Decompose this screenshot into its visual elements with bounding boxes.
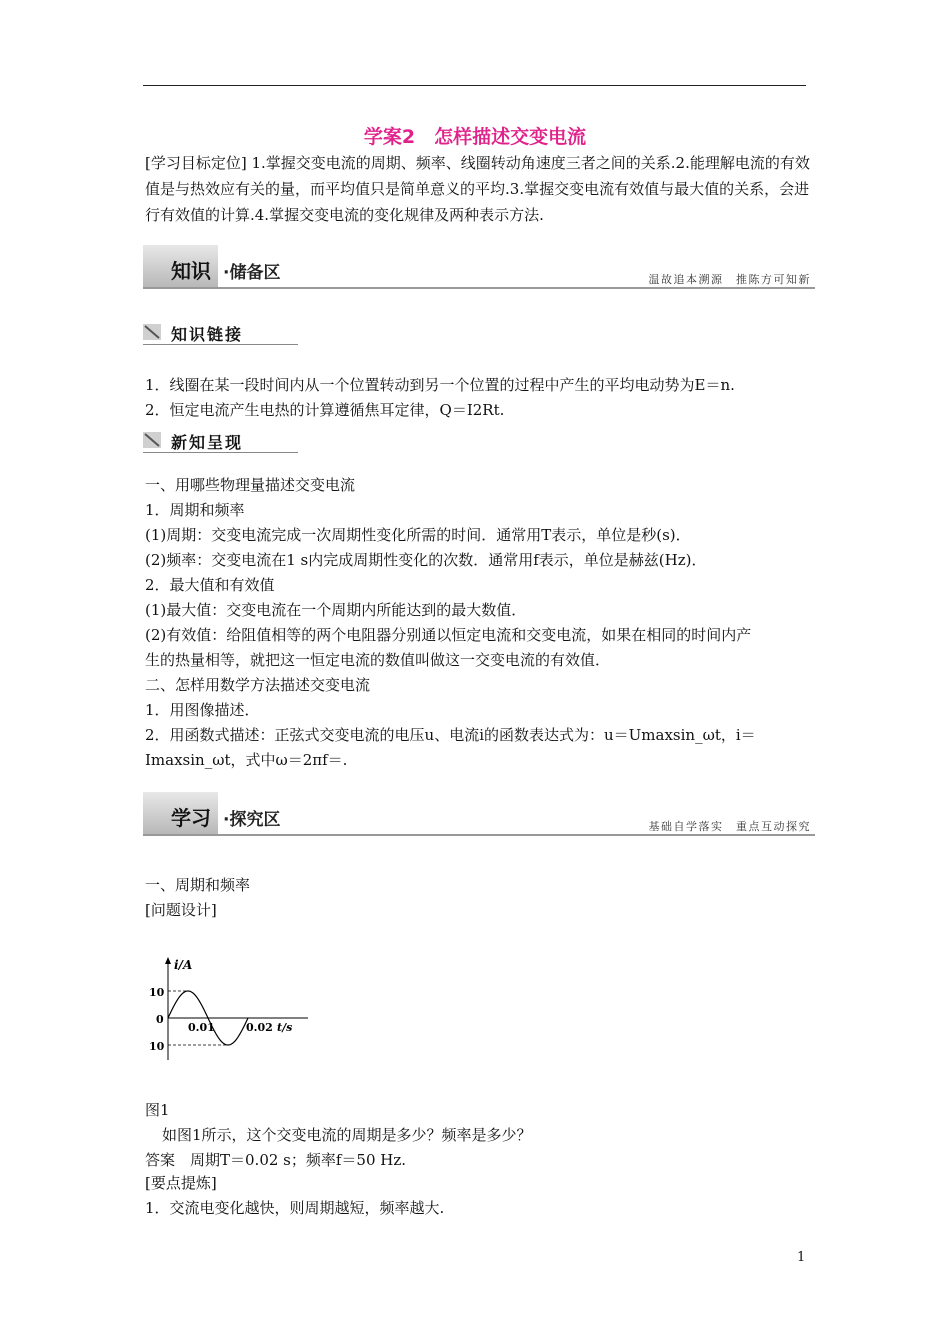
learning-objectives: [学习目标定位] 1.掌握交变电流的周期、频率、线圈转动角速度三者之间的关系.2.能理解电流的有效值是与热效应有关的量，而平均值只是简单意义的平均.3.掌握交变电流有效值与最大值的关系，会进行有效值的计算.4.掌握交变电流的变化规律及两种表示方法. xyxy=(145,154,810,224)
text-line: 2．恒定电流产生电热的计算遵循焦耳定律，Q＝I2Rt. xyxy=(145,401,505,419)
y-axis-arrow xyxy=(165,957,171,964)
answer-text: 答案 周期T＝0.02 s；频率f＝50 Hz. xyxy=(145,1151,407,1169)
subsection-knowledge-link xyxy=(143,322,298,344)
subsection-rule xyxy=(143,452,298,453)
diagonal-mark-icon xyxy=(143,324,161,340)
tick-label-x2: 0.02 xyxy=(246,1021,273,1034)
subsection-new-knowledge xyxy=(143,430,298,452)
text-line: 1．线圈在某一段时间内从一个位置转动到另一个位置的过程中产生的平均电动势为E＝n. xyxy=(145,376,735,394)
text-line: (1)周期：交变电流完成一次周期性变化所需的时间．通常用T表示，单位是秒(s)． xyxy=(145,526,691,544)
tick-label-top: 10 xyxy=(149,986,165,999)
text-line: (2)有效值：给阻值相等的两个电阻器分别通以恒定电流和交变电流，如果在相同的时间内产 xyxy=(145,626,752,644)
banner-sub-label: ·储备区 xyxy=(223,263,281,283)
text-line: (1)最大值：交变电流在一个周期内所能达到的最大数值． xyxy=(145,601,527,619)
y-axis-label: i/A xyxy=(174,958,193,972)
text-line: [问题设计] xyxy=(145,901,217,919)
text-line: (2)频率：交变电流在1 s内完成周期性变化的次数．通常用f表示，单位是赫兹(Hz)． xyxy=(145,551,707,569)
header-rule xyxy=(143,85,806,86)
figure-sine-wave xyxy=(146,955,316,1069)
page-number: 1 xyxy=(797,1250,806,1265)
text-line: 2．最大值和有效值 xyxy=(145,576,275,594)
subsection-label: 知识链接 xyxy=(171,325,244,344)
question-text: 如图1所示，这个交变电流的周期是多少？频率是多少？ xyxy=(162,1126,532,1144)
banner-rule xyxy=(143,287,815,289)
x-axis-label: t/s xyxy=(277,1021,293,1034)
figure-caption: 图1 xyxy=(145,1101,170,1119)
tick-label-x1: 0.01 xyxy=(188,1021,215,1034)
subsection-rule xyxy=(143,344,298,345)
banner-sub-label: ·探究区 xyxy=(223,810,281,830)
banner-main-label: 知识 xyxy=(171,259,211,283)
text-line: 二、怎样用数学方法描述交变电流 xyxy=(145,676,371,694)
tick-label-bottom: 10 xyxy=(149,1040,165,1053)
subsection-label: 新知呈现 xyxy=(171,433,244,452)
text-line: 生的热量相等，就把这一恒定电流的数值叫做这一交变电流的有效值． xyxy=(145,651,611,669)
banner-rule xyxy=(143,834,815,836)
diagonal-mark-icon xyxy=(143,432,161,448)
banner-tagline: 基础自学落实 重点互动探究 xyxy=(648,820,811,833)
section-banner-study xyxy=(143,792,815,837)
key-point-1: 1．交流电变化越快，则周期越短，频率越大. xyxy=(145,1199,445,1217)
banner-main-label: 学习 xyxy=(171,806,211,830)
text-line: 一、用哪些物理量描述交变电流 xyxy=(145,476,356,494)
text-line: Imaxsin_ωt，式中ω＝2πf＝. xyxy=(145,751,348,769)
key-points-heading: [要点提炼] xyxy=(145,1174,217,1192)
section-banner-knowledge xyxy=(143,245,815,290)
tick-label-zero: 0 xyxy=(156,1013,164,1026)
text-line: 2．用函数式描述：正弦式交变电流的电压u、电流i的函数表达式为：u＝Umaxsin_ωt，i＝ xyxy=(145,726,756,744)
text-line: 1．用图像描述． xyxy=(145,701,260,719)
page-title: 学案2 怎样描述交变电流 xyxy=(363,126,587,148)
banner-tagline: 温故追本溯源 推陈方可知新 xyxy=(648,273,811,286)
sine-wave-graph xyxy=(146,955,316,1065)
text-line: 1．周期和频率 xyxy=(145,501,245,519)
text-line: 一、周期和频率 xyxy=(145,876,251,894)
